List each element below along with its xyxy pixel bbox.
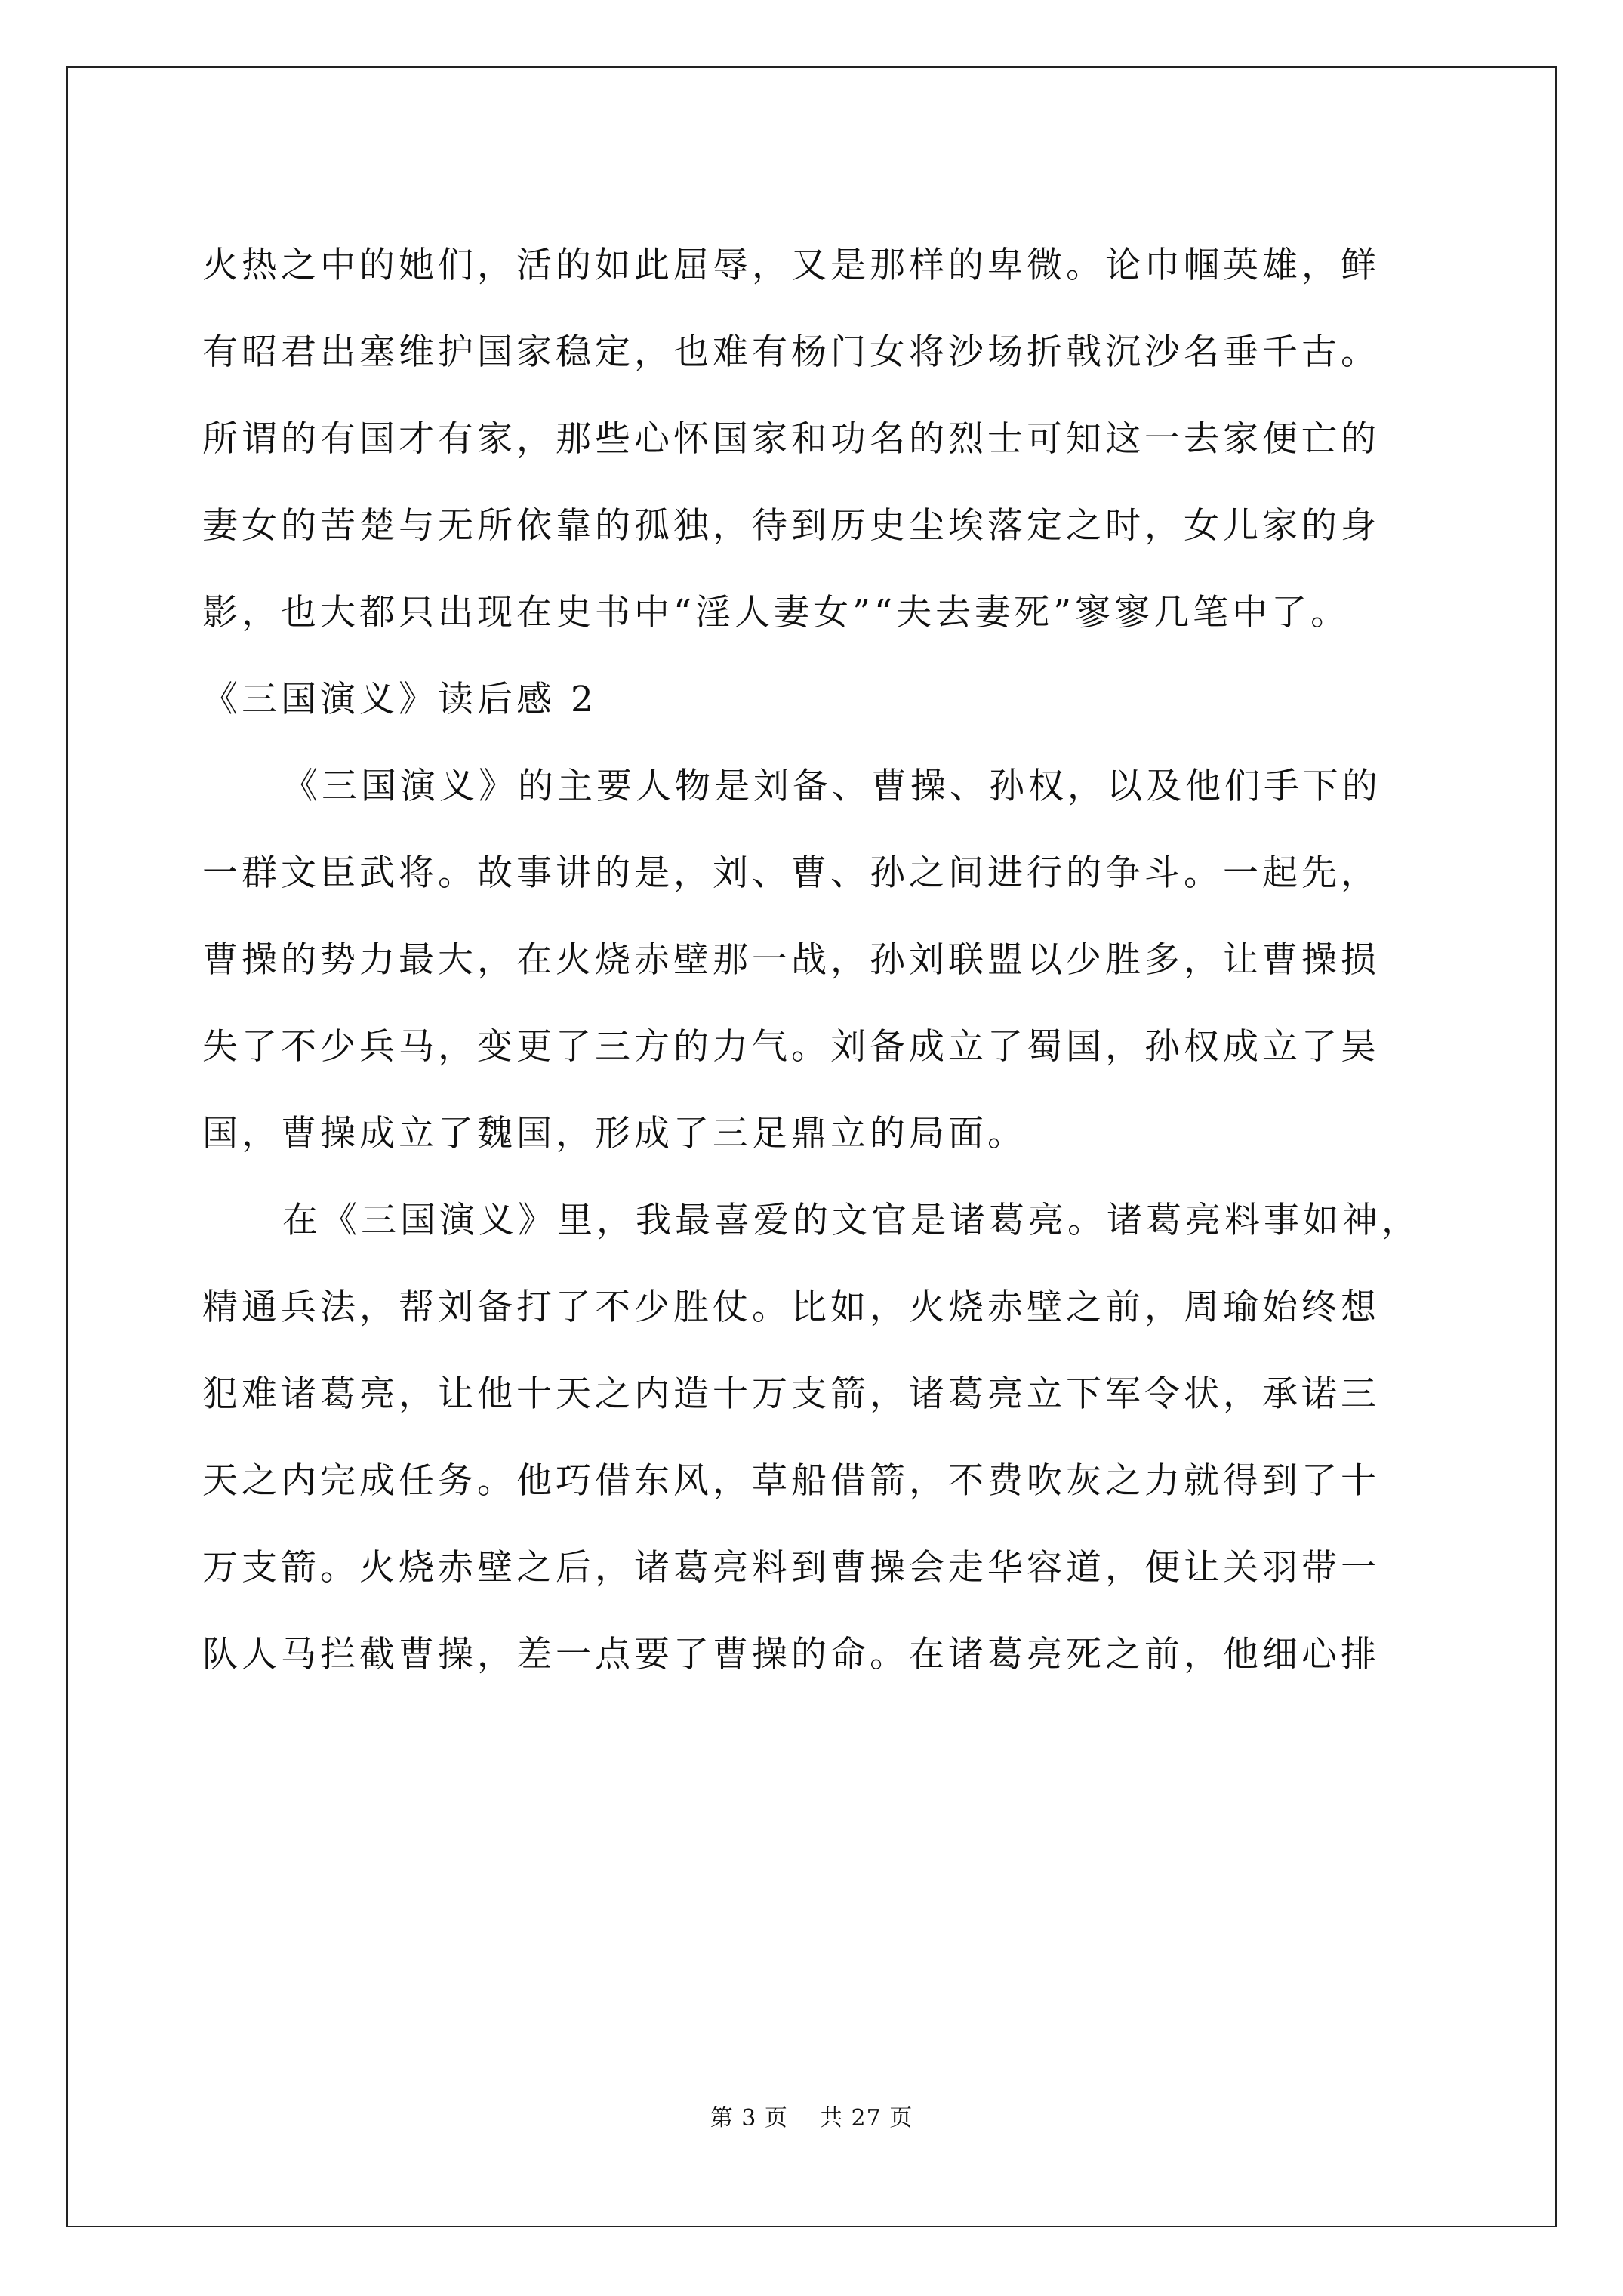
text-line: 万支箭。火烧赤壁之后，诸葛亮料到曹操会走华容道，便让关羽带一 bbox=[202, 1547, 1380, 1589]
text-line: 犯难诸葛亮，让他十天之内造十万支箭，诸葛亮立下军令状，承诺三 bbox=[202, 1373, 1380, 1415]
text-line: 妻女的苦楚与无所依靠的孤独，待到历史尘埃落定之时，女儿家的身 bbox=[202, 505, 1380, 547]
text-line: 队人马拦截曹操，差一点要了曹操的命。在诸葛亮死之前，他细心排 bbox=[202, 1634, 1380, 1675]
document-body bbox=[202, 222, 1448, 1698]
text-line: 所谓的有国才有家，那些心怀国家和功名的烈士可知这一去家便亡的 bbox=[202, 418, 1380, 460]
text-line: 影，也大都只出现在史书中“淫人妻女”“夫去妻死”寥寥几笔中了。 bbox=[202, 592, 1350, 633]
text-line: 在《三国演义》里，我最喜爱的文官是诸葛亮。诸葛亮料事如神， bbox=[282, 1200, 1421, 1241]
text-line: 天之内完成任务。他巧借东风，草船借箭，不费吹灰之力就得到了十 bbox=[202, 1460, 1380, 1502]
page-number-footer: 第 3 页 共 27 页 bbox=[710, 2105, 913, 2131]
text-line: 国，曹操成立了魏国，形成了三足鼎立的局面。 bbox=[202, 1113, 1027, 1154]
section-heading: 《三国演义》读后感 2 bbox=[202, 679, 597, 720]
text-line: 一群文臣武将。故事讲的是，刘、曹、孙之间进行的争斗。一起先， bbox=[202, 852, 1380, 894]
text-line: 有昭君出塞维护国家稳定，也难有杨门女将沙场折戟沉沙名垂千古。 bbox=[202, 331, 1380, 373]
text-line: 精通兵法，帮刘备打了不少胜仗。比如，火烧赤壁之前，周瑜始终想 bbox=[202, 1287, 1380, 1328]
text-line: 失了不少兵马，变更了三方的力气。刘备成立了蜀国，孙权成立了吴 bbox=[202, 1026, 1380, 1068]
text-line: 《三国演义》的主要人物是刘备、曹操、孙权，以及他们手下的 bbox=[282, 766, 1381, 807]
text-line: 曹操的势力最大，在火烧赤壁那一战，孙刘联盟以少胜多，让曹操损 bbox=[202, 939, 1380, 981]
text-line: 火热之中的她们，活的如此屈辱，又是那样的卑微。论巾帼英雄，鲜 bbox=[202, 245, 1380, 286]
